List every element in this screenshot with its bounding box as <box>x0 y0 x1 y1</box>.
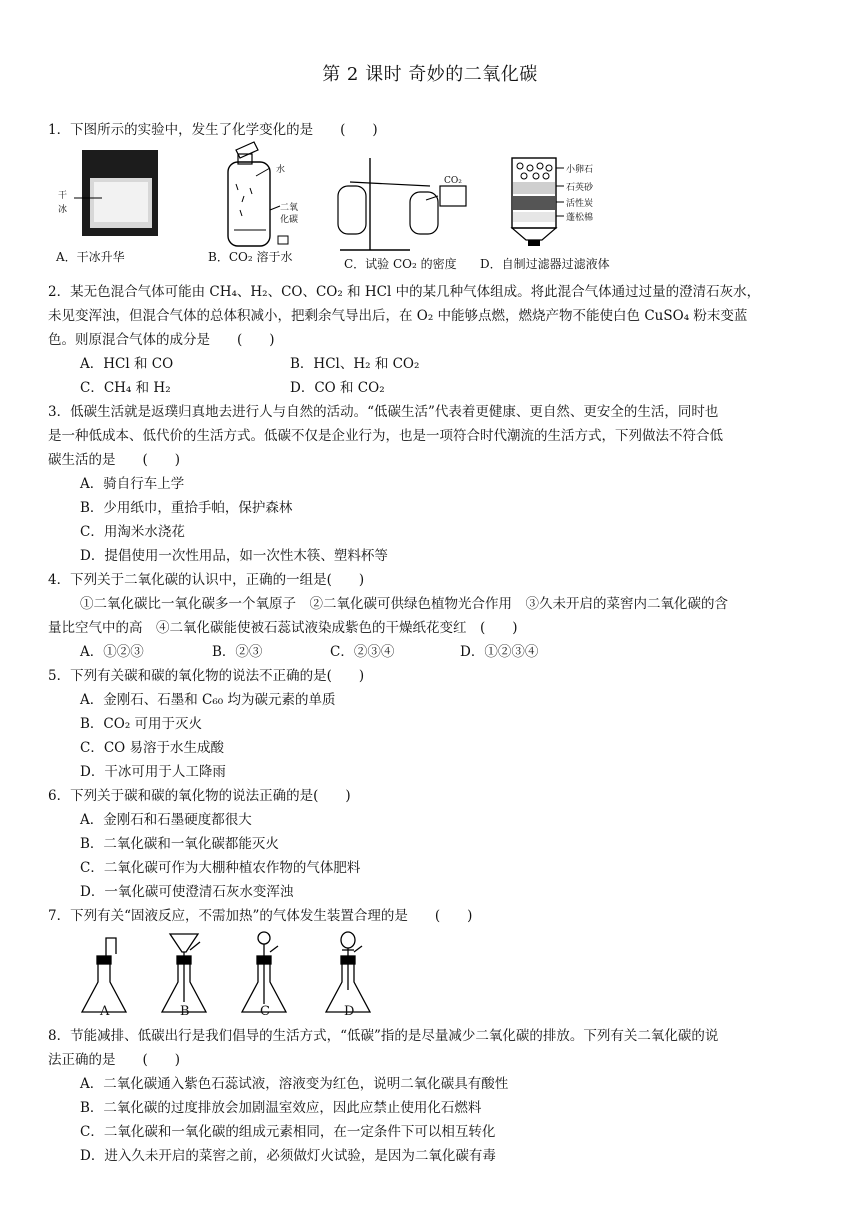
q1-figure-dry-ice <box>52 148 162 258</box>
q4-option-c: C．②③④ <box>330 644 395 660</box>
q1-caption-b: B．CO₂ 溶于水 <box>208 250 293 264</box>
q3-line-2: 是一种低成本、低代价的生活方式。低碳不仅是企业行为，也是一项符合时代潮流的生活方式，下列做法不符合低 <box>48 428 723 444</box>
q8-option-d: D．进入久未开启的菜窖之前，必须做灯火试验，是因为二氧化碳有毒 <box>80 1148 496 1164</box>
q8-line-1: 8．节能减排、低碳出行是我们倡导的生活方式，“低碳”指的是尽量减少二氧化碳的排放。下列有关二氧化碳的说 <box>48 1028 719 1044</box>
q3-line-1: 3．低碳生活就是返璞归真地去进行人与自然的活动。“低碳生活”代表着更健康、更自然、更安全的生活，同时也 <box>48 404 719 420</box>
water-label: 水 <box>276 165 286 175</box>
q1-figure-bottle <box>208 140 308 252</box>
co2-label-1: 二氧 <box>280 203 299 213</box>
q1-caption-c: C．试验 CO₂ 的密度 <box>344 257 457 271</box>
q4-option-b: B．②③ <box>212 644 263 660</box>
q2-line-2: 未见变浑浊，但混合气体的总体积减小，把剩余气导出后，在 O₂ 中能够点燃，燃烧产物不能使白色 CuSO₄ 粉末变蓝 <box>48 308 748 324</box>
q3-option-c: C．用淘米水浇花 <box>80 524 185 540</box>
q3-option-b: B．少用纸巾，重拾手帕，保护森林 <box>80 500 293 516</box>
page-title: 第 2 课时 奇妙的二氧化碳 <box>322 64 538 85</box>
q5-option-a: A．金刚石、石墨和 C₆₀ 均为碳元素的单质 <box>80 692 336 708</box>
q6-option-a: A．金刚石和石墨硬度都很大 <box>80 812 252 828</box>
co2-tag-label: CO₂ <box>444 176 462 186</box>
q6-stem: 6．下列关于碳和碳的氧化物的说法正确的是( ) <box>48 788 351 804</box>
q6-option-b: B．二氧化碳和一氧化碳都能灭火 <box>80 836 279 852</box>
q8-option-c: C．二氧化碳和一氧化碳的组成元素相同，在一定条件下可以相互转化 <box>80 1124 496 1140</box>
q7-label-d: D <box>344 1004 355 1019</box>
q2-option-d: D．CO 和 CO₂ <box>290 380 385 396</box>
q5-option-b: B．CO₂ 可用于灭火 <box>80 716 203 732</box>
cotton-label: 蓬松棉 <box>566 213 594 223</box>
q1-caption-d: D．自制过滤器过滤液体 <box>480 257 610 271</box>
q8-line-2: 法正确的是 ( ) <box>48 1052 181 1068</box>
q7-label-a: A <box>100 1004 110 1019</box>
q3-line-3: 碳生活的是 ( ) <box>48 452 181 468</box>
co2-label-2: 化碳 <box>280 215 299 225</box>
q4-statements-line-2: 量比空气中的高 ④二氧化碳能使被石蕊试液染成紫色的干燥纸花变红 ( ) <box>48 620 518 636</box>
q2-option-b: B．HCl、H₂ 和 CO₂ <box>290 356 420 372</box>
q6-option-d: D．一氧化碳可使澄清石灰水变浑浊 <box>80 884 294 900</box>
q5-option-d: D．干冰可用于人工降雨 <box>80 764 226 780</box>
q4-option-d: D．①②③④ <box>460 644 539 660</box>
q4-stem: 4．下列关于二氧化碳的认识中，正确的一组是( ) <box>48 572 365 588</box>
q1-stem: 1．下图所示的实验中，发生了化学变化的是 ( ) <box>48 122 378 138</box>
q7-label-c: C <box>260 1004 270 1019</box>
quartz-label: 石英砂 <box>566 183 594 193</box>
q3-option-a: A．骑自行车上学 <box>80 476 185 492</box>
dry-ice-label-2: 冰 <box>58 205 68 215</box>
carbon-label: 活性炭 <box>566 199 594 209</box>
q5-stem: 5．下列有关碳和碳的氧化物的说法不正确的是( ) <box>48 668 365 684</box>
q2-option-c: C．CH₄ 和 H₂ <box>80 380 171 396</box>
q7-label-b: B <box>180 1004 190 1019</box>
q2-line-3: 色。则原混合气体的成分是 ( ) <box>48 332 275 348</box>
q2-option-a: A．HCl 和 CO <box>80 356 174 372</box>
pebble-label: 小卵石 <box>566 165 594 175</box>
q8-option-b: B．二氧化碳的过度排放会加剧温室效应，因此应禁止使用化石燃料 <box>80 1100 482 1116</box>
q2-line-1: 2．某无色混合气体可能由 CH₄、H₂、CO、CO₂ 和 HCl 中的某几种气体组成。将此混合气体通过过量的澄清石灰水， <box>48 284 761 300</box>
q4-option-a: A．①②③ <box>80 644 144 660</box>
q3-option-d: D．提倡使用一次性用品，如一次性木筷、塑料杯等 <box>80 548 388 564</box>
dry-ice-label-1: 干 <box>58 191 68 201</box>
q6-option-c: C．二氧化碳可作为大棚种植农作物的气体肥料 <box>80 860 361 876</box>
q8-option-a: A．二氧化碳通入紫色石蕊试液，溶液变为红色，说明二氧化碳具有酸性 <box>80 1076 509 1092</box>
q1-figure-balance <box>330 150 480 254</box>
q1-caption-a: A．干冰升华 <box>56 250 125 264</box>
q7-stem: 7．下列有关“固液反应，不需加热”的气体发生装置合理的是 ( ) <box>48 908 473 924</box>
q4-statements-line-1: ①二氧化碳比一氧化碳多一个氧原子 ②二氧化碳可供绿色植物光合作用 ③久未开启的菜窖内二氧化碳的含 <box>80 596 728 612</box>
q7-apparatus-figure <box>70 930 400 1022</box>
q1-figure-filter <box>506 154 626 250</box>
q5-option-c: C．CO 易溶于水生成酸 <box>80 740 225 756</box>
